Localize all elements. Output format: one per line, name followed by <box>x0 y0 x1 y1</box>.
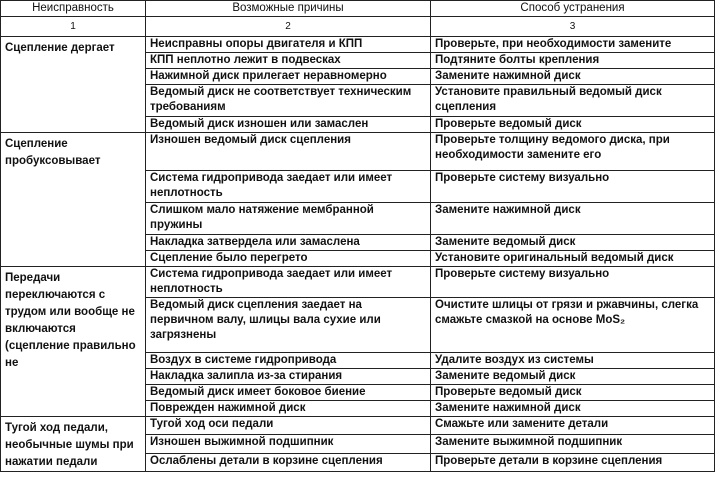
remedy-cell: Проверьте, при необходимости замените <box>431 37 715 53</box>
remedy-cell: Очистите шлицы от грязи и ржавчины, слегка смажьте смазкой на основе MoS₂ <box>431 298 715 353</box>
column-number: 1 <box>1 17 146 37</box>
column-number-row <box>1 17 715 37</box>
cause-cell: Тугой ход оси педали <box>146 417 431 435</box>
fault-cell: Тугой ход педали, необычные шумы при нажатии педали <box>1 417 146 472</box>
table-row <box>1 417 715 435</box>
remedy-cell: Замените ведомый диск <box>431 235 715 251</box>
remedy-cell: Смажьте или замените детали <box>431 417 715 435</box>
fault-cell: Сцепление пробуксовывает <box>1 133 146 267</box>
remedy-cell: Замените нажимной диск <box>431 203 715 235</box>
column-number: 2 <box>146 17 431 37</box>
remedy-cell: Проверьте систему визуально <box>431 267 715 298</box>
cause-cell: Система гидропривода заедает или имеет неплотность <box>146 171 431 203</box>
cause-cell: Система гидропривода заедает или имеет неплотность <box>146 267 431 298</box>
cause-cell: Воздух в системе гидропривода <box>146 353 431 369</box>
cause-cell: Накладка затвердела или замаслена <box>146 235 431 251</box>
cause-cell: КПП неплотно лежит в подвесках <box>146 53 431 69</box>
cause-cell: Изношен ведомый диск сцепления <box>146 133 431 171</box>
header-fault: Неисправность <box>1 1 146 17</box>
column-number: 3 <box>431 17 715 37</box>
table-row <box>1 267 715 298</box>
cause-cell: Ведомый диск не соответствует техническим требованиям <box>146 85 431 117</box>
remedy-cell: Удалите воздух из системы <box>431 353 715 369</box>
header-causes: Возможные причины <box>146 1 431 17</box>
remedy-cell: Проверьте ведомый диск <box>431 117 715 133</box>
cause-cell: Ведомый диск имеет боковое биение <box>146 385 431 401</box>
remedy-cell: Проверьте ведомый диск <box>431 385 715 401</box>
remedy-cell: Проверьте толщину ведомого диска, при необходимости замените его <box>431 133 715 171</box>
header-remedy: Способ устранения <box>431 1 715 17</box>
cause-cell: Накладка залипла из-за стирания <box>146 369 431 385</box>
cause-cell: Изношен выжимной подшипник <box>146 435 431 453</box>
header-row <box>1 1 715 17</box>
cause-cell: Ведомый диск изношен или замаслен <box>146 117 431 133</box>
fault-cell: Сцепление дергает <box>1 37 146 133</box>
remedy-cell: Замените ведомый диск <box>431 369 715 385</box>
table-row <box>1 133 715 171</box>
cause-cell: Ослаблены детали в корзине сцепления <box>146 453 431 471</box>
cause-cell: Сцепление было перегрето <box>146 251 431 267</box>
remedy-cell: Подтяните болты крепления <box>431 53 715 69</box>
remedy-cell: Замените выжимной подшипник <box>431 435 715 453</box>
cause-cell: Слишком мало натяжение мембранной пружины <box>146 203 431 235</box>
cause-cell: Поврежден нажимной диск <box>146 401 431 417</box>
remedy-cell: Замените нажимной диск <box>431 69 715 85</box>
fault-cell: Передачи переключаются с трудом или вообще не включаются (сцепление правильно не <box>1 267 146 417</box>
remedy-cell: Установите оригинальный ведомый диск <box>431 251 715 267</box>
table-row <box>1 37 715 53</box>
cause-cell: Неисправны опоры двигателя и КПП <box>146 37 431 53</box>
remedy-cell: Проверьте детали в корзине сцепления <box>431 453 715 471</box>
remedy-cell: Проверьте систему визуально <box>431 171 715 203</box>
remedy-cell: Установите правильный ведомый диск сцепления <box>431 85 715 117</box>
cause-cell: Нажимной диск прилегает неравномерно <box>146 69 431 85</box>
cause-cell: Ведомый диск сцепления заедает на первичном валу, шлицы вала сухие или загрязнены <box>146 298 431 353</box>
remedy-cell: Замените нажимной диск <box>431 401 715 417</box>
